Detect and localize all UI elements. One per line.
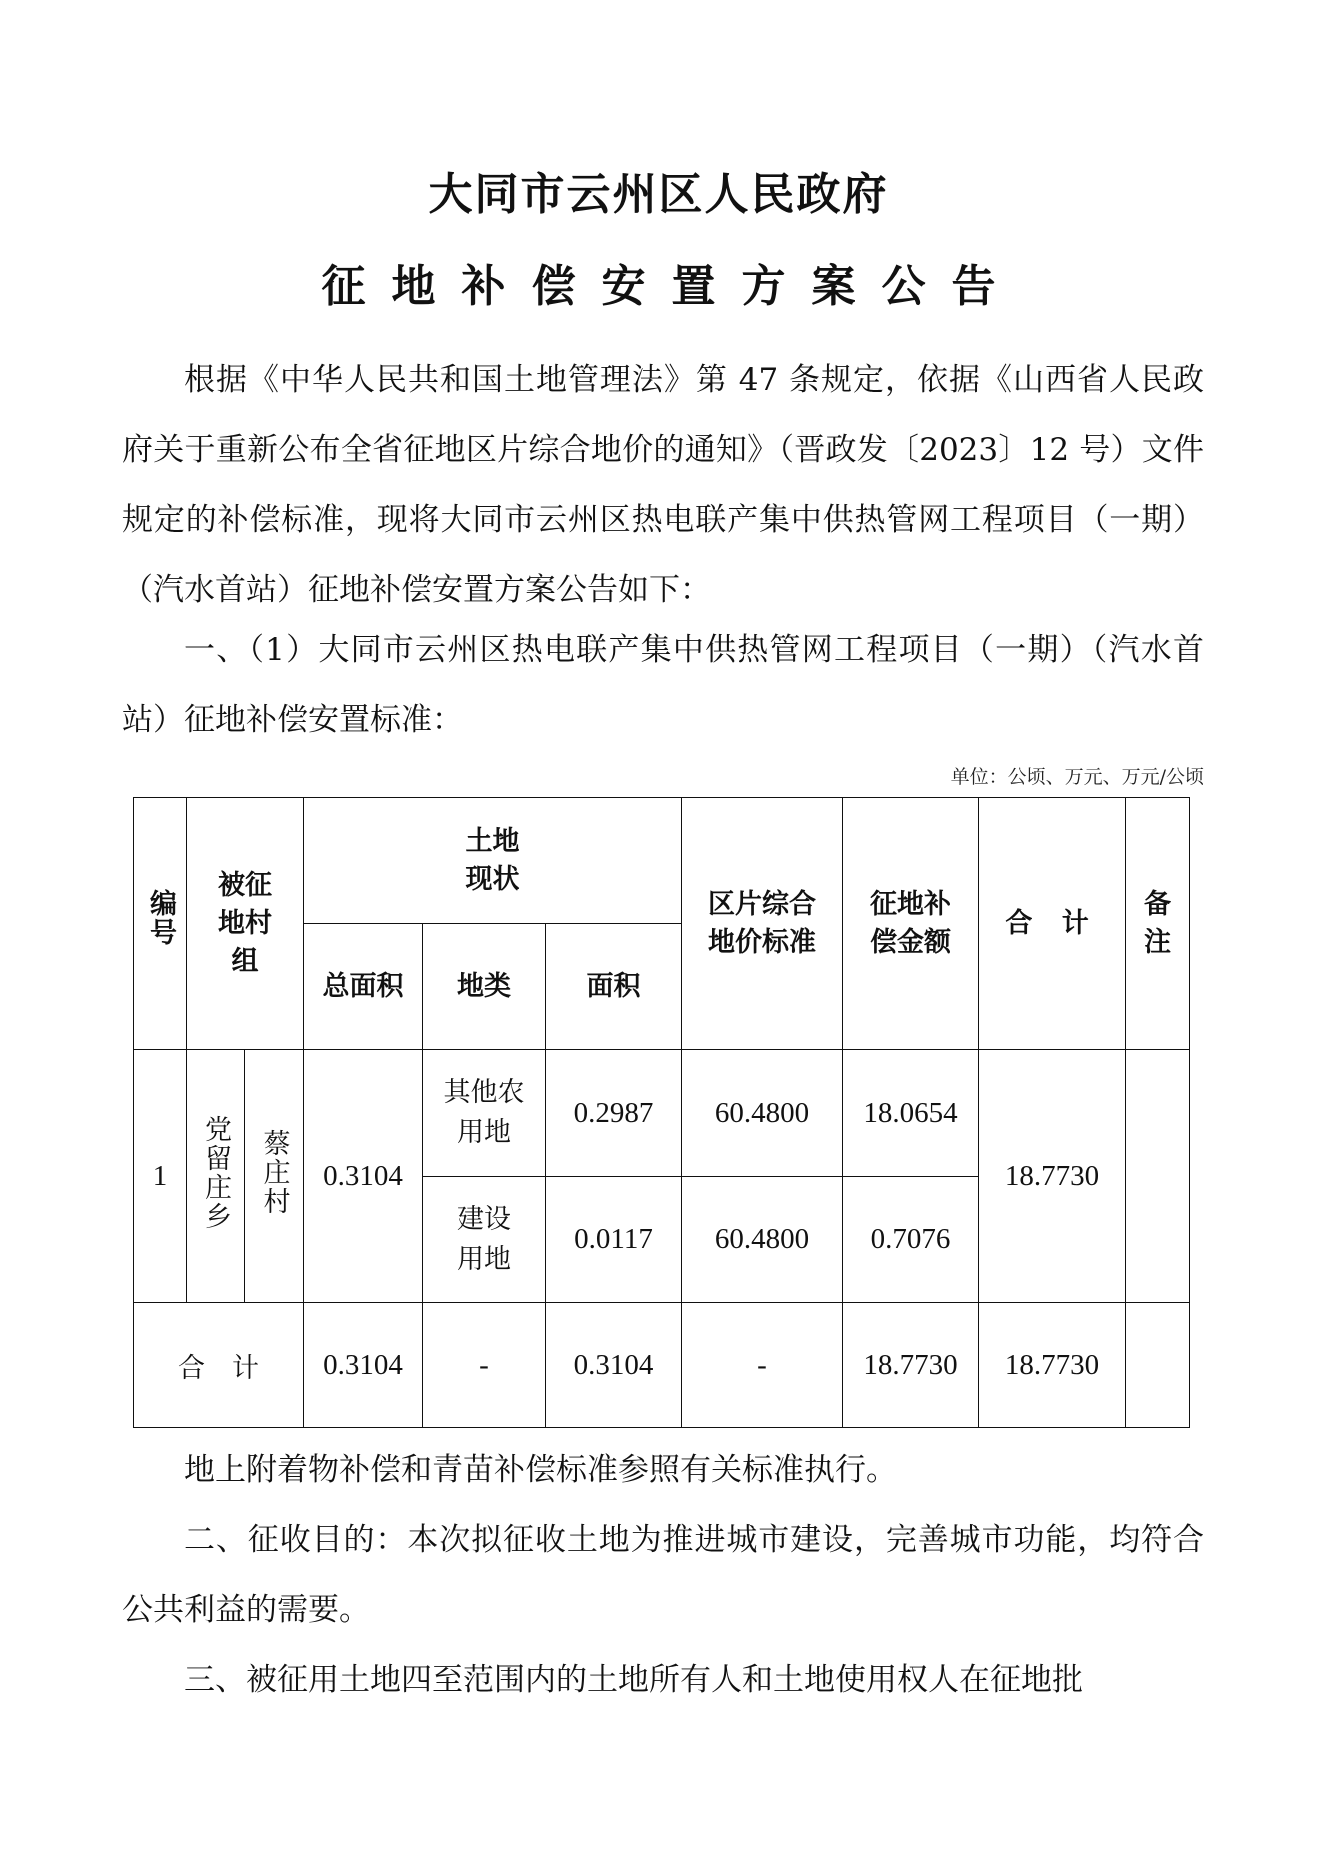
sum-row <box>134 1303 1190 1428</box>
cell-sum-area: 0.3104 <box>546 1303 682 1428</box>
cell-price-a: 60.4800 <box>682 1050 843 1177</box>
cell-village: 蔡庄村 <box>245 1050 304 1303</box>
cell-remark <box>1126 1050 1190 1303</box>
cell-row-no: 1 <box>134 1050 187 1303</box>
document-title: 大同市云州区人民政府 <box>428 169 889 220</box>
intro-paragraph: 根据《中华人民共和国土地管理法》第 47 条规定，依据《山西省人民政府关于重新公布全省征地区片综合地价的通知》（晋政发〔2023〕12 号）文件规定的补偿标准，现将大同市云州区热电联产集中供热管网工程项目（一期）（汽水首站）征地补偿安置方案公告如下： <box>122 362 1204 608</box>
cell-sum-compensation: 18.7730 <box>843 1303 979 1428</box>
cell-township: 党留庄乡 <box>187 1050 245 1303</box>
header-total-area: 总面积 <box>304 924 423 1050</box>
attachment-paragraph: 地上附着物补偿和青苗补偿标准参照有关标准执行。 <box>184 1452 897 1488</box>
section-2-paragraph: 二、征收目的：本次拟征收土地为推进城市建设，完善城市功能，均符合公共利益的需要。 <box>122 1522 1204 1628</box>
cell-sum-total: 18.7730 <box>979 1303 1126 1428</box>
cell-sum-land-type: - <box>423 1303 546 1428</box>
header-land-type: 地类 <box>423 924 546 1050</box>
header-total: 合 计 <box>979 798 1126 1050</box>
header-land-status: 土地现状 <box>304 798 682 924</box>
section-3-paragraph: 三、被征用土地四至范围内的土地所有人和土地使用权人在征地批 <box>184 1662 1083 1698</box>
header-village: 被征地村组 <box>187 798 304 1050</box>
cell-sum-total-area: 0.3104 <box>304 1303 423 1428</box>
unit-note: 单位：公顷、万元、万元/公顷 <box>950 766 1204 788</box>
cell-compensation-a: 18.0654 <box>843 1050 979 1177</box>
cell-area-b: 0.0117 <box>546 1177 682 1303</box>
cell-row-total: 18.7730 <box>979 1050 1126 1303</box>
header-price-standard: 区片综合地价标准 <box>682 798 843 1050</box>
cell-area-a: 0.2987 <box>546 1050 682 1177</box>
compensation-table <box>133 797 1190 1428</box>
cell-land-type-b: 建设用地 <box>423 1177 546 1303</box>
table-row <box>134 1050 1190 1177</box>
cell-land-type-a: 其他农用地 <box>423 1050 546 1177</box>
cell-sum-price: - <box>682 1303 843 1428</box>
section-1-paragraph: 一、（1）大同市云州区热电联产集中供热管网工程项目（一期）（汽水首站）征地补偿安置标准： <box>122 632 1204 738</box>
cell-sum-remark <box>1126 1303 1190 1428</box>
header-remark: 备注 <box>1126 798 1190 1050</box>
cell-sum-label: 合 计 <box>134 1303 304 1428</box>
document-subtitle: 征地补偿安置方案公告 <box>321 261 1022 312</box>
header-area: 面积 <box>546 924 682 1050</box>
cell-compensation-b: 0.7076 <box>843 1177 979 1303</box>
cell-total-area: 0.3104 <box>304 1050 423 1303</box>
header-no: 编号 <box>134 798 187 1050</box>
header-compensation: 征地补偿金额 <box>843 798 979 1050</box>
cell-price-b: 60.4800 <box>682 1177 843 1303</box>
